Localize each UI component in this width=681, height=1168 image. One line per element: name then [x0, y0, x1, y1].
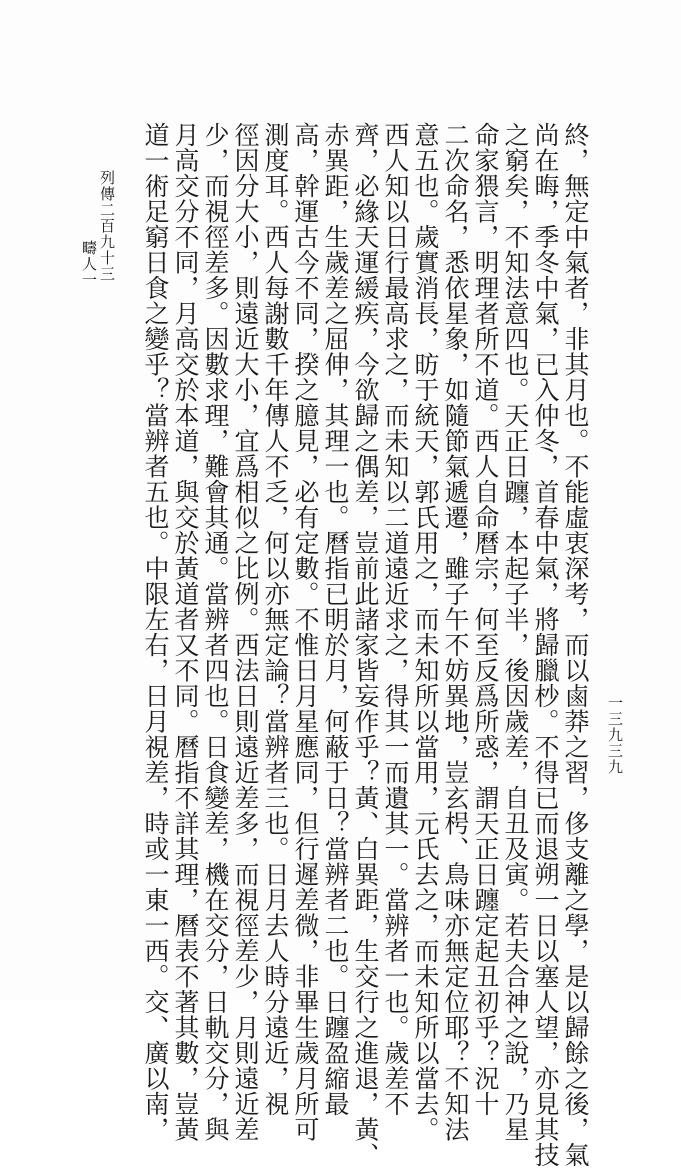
- text-column-3: 之窮矣，不知法意四也。天正日躔，本起子半，後因歲差，自丑及寅。若夫合神之說，乃星: [501, 122, 530, 1142]
- body-text: [112, 122, 590, 1168]
- text-column-11: 測度耳。西人每謝數千年傳人不乏，何以亦無定論？當辨者三也。日月去人時分遠近，視: [261, 122, 290, 1117]
- text-column-10: 高，幹運古今不同，揆之臆見，必有定數。不惟日月星應同，但行遲差微，非畢生歲月所可: [291, 122, 320, 1142]
- text-column-13: 少，而視徑差多。因數求理，難會其通。當辨者四也。日食變差，機在交分，日軌交分，與: [201, 122, 230, 1142]
- text-column-7: 西人知以日行最高求之，而未知以二道遠近求之，得其一而遺其一。當辨者一也。歲差不: [381, 122, 410, 1117]
- text-column-15: 道一術足窮日食之變乎？當辨者五也。中限左右，日月視差，時或一東一西。交、廣以南，: [141, 122, 170, 1142]
- running-title: 列傳二百九十三: [98, 170, 116, 282]
- text-column-8: 齊，必緣天運緩疾，今欲歸之偶差，豈前此諸家皆妄作乎？黃、白異距，生交行之進退，黃、: [351, 122, 380, 1168]
- text-column-5: 二次命名，悉依星象，如隨節氣遞遷，雖子午不妨異地，豈玄枵、鳥味亦無定位耶？不知法: [441, 122, 470, 1142]
- text-column-1: 終，無定中氣者，非其月也。不能虛衷深考，而以鹵莽之習，侈支離之學，是以歸餘之後，氣: [561, 122, 590, 1168]
- text-column-4: 命家猥言，明理者所不道。西人自命曆宗，何至反爲所惑，謂天正日躔定起丑初乎？況十: [471, 122, 500, 1117]
- text-column-9: 赤異距，生歲差之屈伸，其理一也。曆指已明於月，何蔽于日？當辨者二也。日躔盈縮最: [321, 122, 350, 1117]
- page-number: 一三九三九: [606, 695, 624, 775]
- text-column-2: 尚在晦，季冬中氣，已入仲冬，首春中氣，將歸臘杪。不得已而退朔一日以塞人望，亦見其技: [531, 122, 560, 1168]
- text-column-6: 意五也。歲實消長，昉于統天，郭氏用之，而未知所以當用，元氏去之，而未知所以當去。: [411, 122, 440, 1142]
- text-column-14: 月高交分不同，月高交於本道，與交於黃道者又不同。曆指不詳其理，曆表不著其數，豈黃: [171, 122, 200, 1142]
- page-margin-header: [80, 170, 116, 770]
- section-label: 疇人一: [80, 240, 98, 288]
- text-column-12: 徑因分大小，則遠近大小，宜爲相似之比例。西法日則遠近差多，而視徑差少，月則遠近差: [231, 122, 260, 1142]
